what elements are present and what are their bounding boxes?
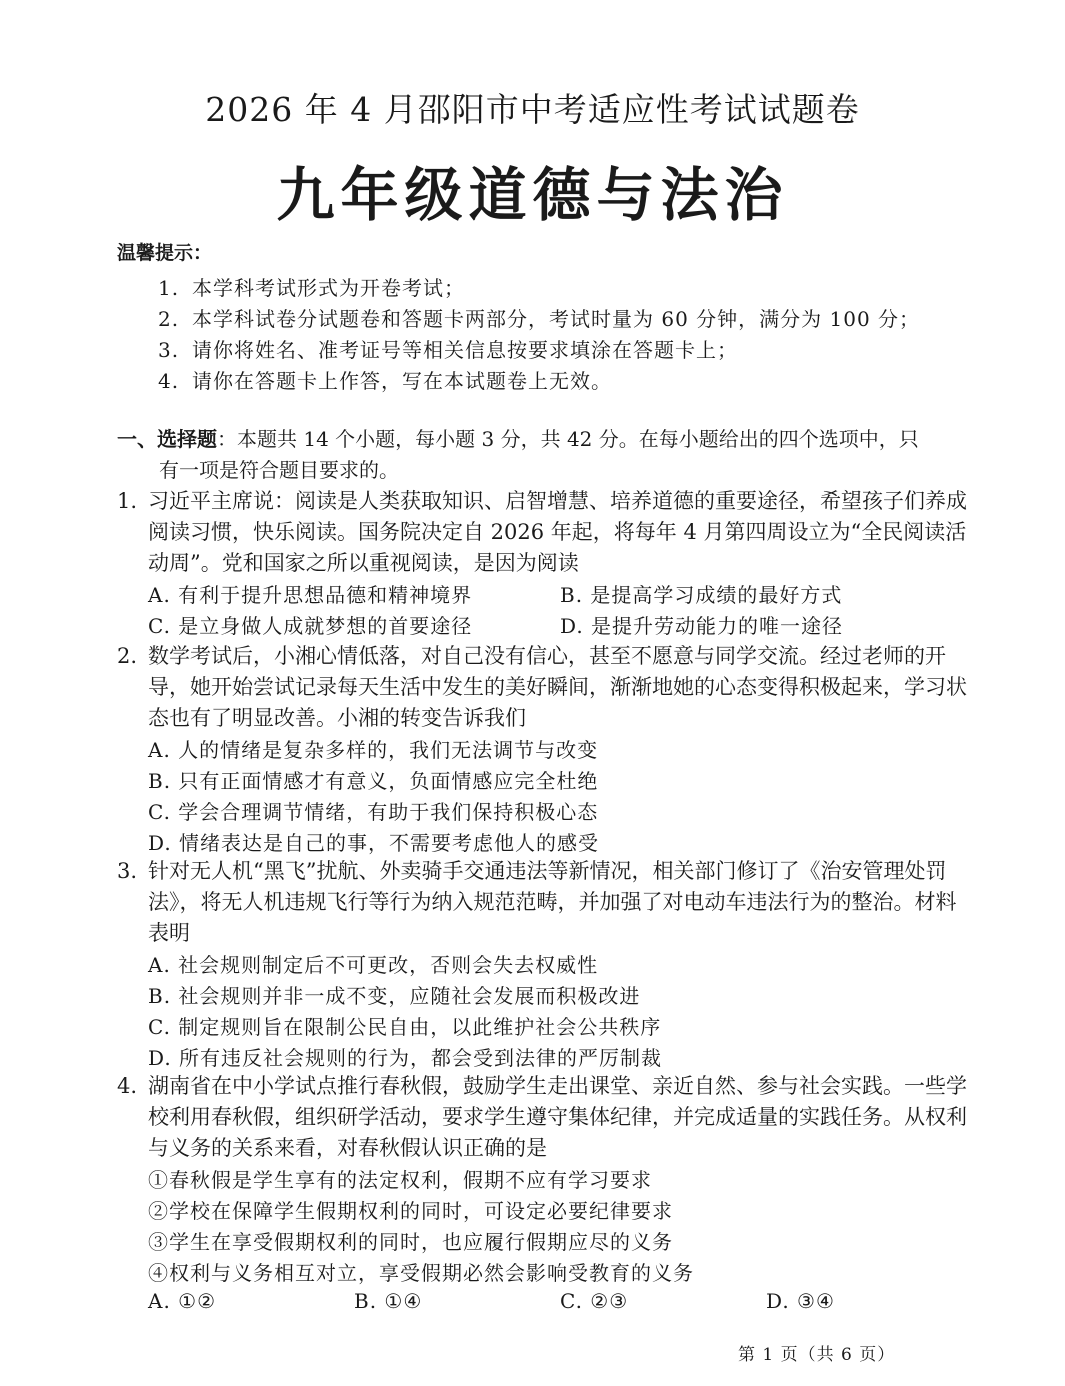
option-c[interactable]: C. 制定规则旨在限制公民自由，以此维护社会公共秩序 xyxy=(148,1015,662,1039)
section-instruction: ：本题共 14 个小题，每小题 3 分，共 42 分。在每小题给出的四个选项中，只 xyxy=(217,427,919,451)
tip-text: 请你将姓名、准考证号等相关信息按要求填涂在答题卡上； xyxy=(192,338,738,362)
statement-4: ④权利与义务相互对立，享受假期必然会影响受教育的义务 xyxy=(148,1261,694,1285)
option-c[interactable]: C. 学会合理调节情绪，有助于我们保持积极心态 xyxy=(148,800,599,824)
tip-text: 本学科考试形式为开卷考试； xyxy=(192,276,465,300)
option-c[interactable]: C. 是立身做人成就梦想的首要途径 xyxy=(148,614,473,638)
option-b[interactable]: B. 是提高学习成绩的最好方式 xyxy=(560,583,843,607)
statement-3: ③学生在享受假期权利的同时，也应履行假期应尽的义务 xyxy=(148,1230,673,1254)
option-b[interactable]: B. 只有正面情感才有意义，负面情感应完全杜绝 xyxy=(148,769,599,793)
question-4 xyxy=(117,1071,977,1164)
option-a[interactable]: A. 有利于提升思想品德和精神境界 xyxy=(148,583,473,607)
tip-item xyxy=(158,303,920,332)
tip-item xyxy=(158,334,738,363)
question-number: 3. xyxy=(117,859,138,883)
tip-number: 2. xyxy=(158,307,180,331)
question-2 xyxy=(117,641,977,734)
section-instruction-cont: 有一项是符合题目要求的。 xyxy=(159,458,399,482)
statement-1: ①春秋假是学生享有的法定权利，假期不应有学习要求 xyxy=(148,1168,652,1192)
page-number: 第 1 页（共 6 页） xyxy=(738,1345,896,1365)
option-c[interactable]: C. ②③ xyxy=(560,1289,629,1313)
tip-item xyxy=(158,365,612,394)
tip-item xyxy=(158,272,465,301)
option-b[interactable]: B. 社会规则并非一成不变，应随社会发展而积极改进 xyxy=(148,984,641,1008)
tip-text: 请你在答题卡上作答，写在本试题卷上无效。 xyxy=(192,369,612,393)
option-a[interactable]: A. 人的情绪是复杂多样的，我们无法调节与改变 xyxy=(148,738,599,762)
option-a[interactable]: A. 社会规则制定后不可更改，否则会失去权威性 xyxy=(148,953,599,977)
question-stem: 数学考试后，小湘心情低落，对自己没有信心，甚至不愿意与同学交流。经过老师的开导，她开始尝试记录每天生活中发生的美好瞬间，渐渐地她的心态变得积极起来，学习状态也有了明显改善。小湘的转变告诉我们 xyxy=(148,644,967,730)
option-a[interactable]: A. ①② xyxy=(148,1289,217,1313)
exam-title: 2026 年 4 月邵阳市中考适应性考试试题卷 xyxy=(205,90,860,129)
tip-text: 本学科试卷分试题卷和答题卡两部分，考试时量为 60 分钟，满分为 100 分； xyxy=(192,307,921,331)
option-d[interactable]: D. ③④ xyxy=(766,1289,835,1313)
question-stem: 湖南省在中小学试点推行春秋假，鼓励学生走出课堂、亲近自然、参与社会实践。一些学校利用春秋假，组织研学活动，要求学生遵守集体纪律，并完成适量的实践任务。从权利与义务的关系来看，对春秋假认识正确的是 xyxy=(148,1074,967,1160)
question-stem: 针对无人机“黑飞”扰航、外卖骑手交通违法等新情况，相关部门修订了《治安管理处罚法》，将无人机违规飞行等行为纳入规范范畴，并加强了对电动车违法行为的整治。材料表明 xyxy=(148,859,957,945)
question-number: 1. xyxy=(117,489,138,513)
option-d[interactable]: D. 是提升劳动能力的唯一途径 xyxy=(560,614,844,638)
question-stem: 习近平主席说：阅读是人类获取知识、启智增慧、培养道德的重要途径，希望孩子们养成阅读习惯，快乐阅读。国务院决定自 2026 年起，将每年 4 月第四周设立为“全民阅读活动周”。党和国家之所以重视阅读，是因为阅读 xyxy=(148,489,967,575)
tip-number: 1. xyxy=(158,276,180,300)
question-number: 4. xyxy=(117,1074,138,1098)
question-1 xyxy=(117,486,977,579)
tip-number: 4. xyxy=(158,369,180,393)
option-b[interactable]: B. ①④ xyxy=(354,1289,423,1313)
section-label: 一、选择题 xyxy=(117,427,217,451)
option-d[interactable]: D. 情绪表达是自己的事，不需要考虑他人的感受 xyxy=(148,831,600,855)
tips-heading: 温馨提示： xyxy=(117,242,213,264)
question-number: 2. xyxy=(117,644,138,668)
section-heading xyxy=(117,424,967,486)
subject-title: 九年级道德与法治 xyxy=(276,161,789,229)
option-d[interactable]: D. 所有违反社会规则的行为，都会受到法律的严厉制裁 xyxy=(148,1046,663,1070)
question-3 xyxy=(117,856,977,949)
statement-2: ②学校在保障学生假期权利的同时，可设定必要纪律要求 xyxy=(148,1199,673,1223)
tip-number: 3. xyxy=(158,338,180,362)
